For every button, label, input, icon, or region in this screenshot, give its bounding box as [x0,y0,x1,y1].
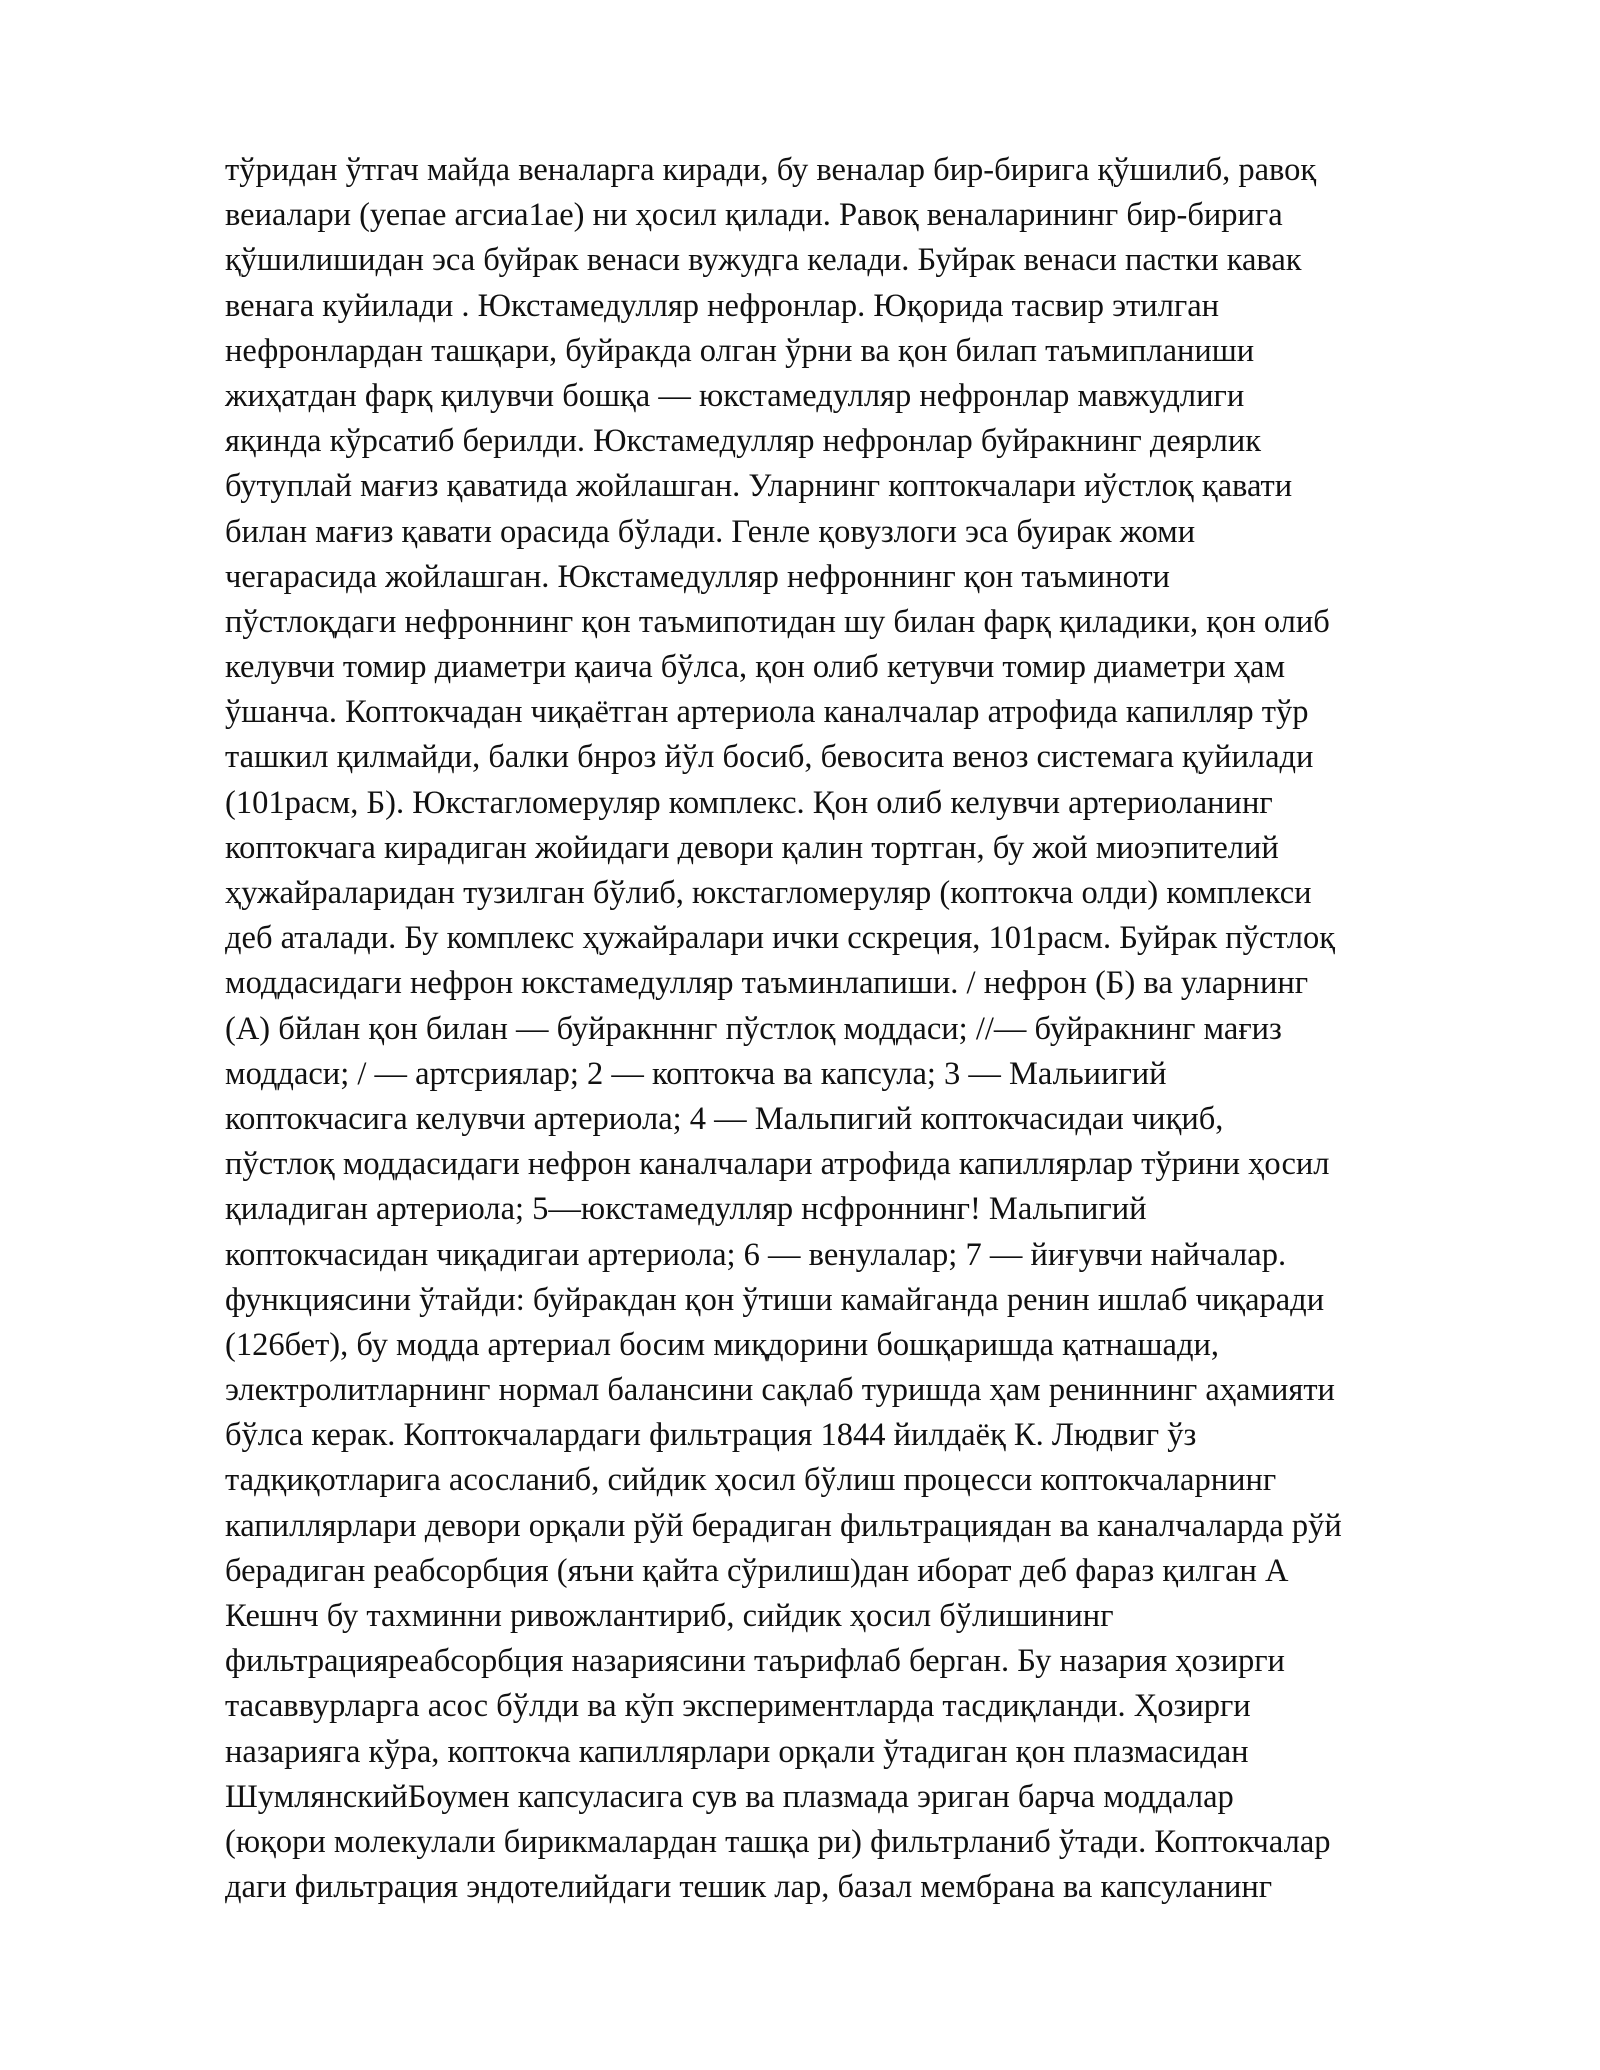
text-line: қўшилишидан эса буйрак венаси вужудга келади. Буйрак венаси пастки кавак [225,242,1302,279]
text-line: электролитларнинг нормал балансини сақлаб туришда ҳам рениннинг аҳамияти [225,1372,1335,1409]
text-line: Кешнч бу тахминни ривожлантириб, сийдик ҳосил бўлишининг [225,1598,1114,1634]
text-line: (юқори молекулали бирикмалардан ташқа ри) фильтрланиб ўтади. Коптокчалар [225,1823,1331,1860]
text-line: яқинда кўрсатиб берилди. Юкстамедулляр нефронлар буйракнинг деярлик [225,423,1262,460]
body-text [225,148,1525,1910]
text-line: коптокчасига келувчи артериола; 4 — Мальпигий коптокчасидаи чиқиб, [225,1100,1224,1137]
text-line: (101расм, Б). Юкстагломеруляр комплекс. Қон олиб келувчи артериоланинг [225,784,1273,821]
text-line: ўшанча. Коптокчадан чиқаётган артериола каналчалар атрофида капилляр тўр [225,694,1309,731]
text-line: коптокчага кирадиган жойидаги девори қалин тортган, бу жой миоэпителий [225,829,1279,866]
text-line: тўридан ўтгач майда веналарга киради, бу веналар бир-бирига қўшилиб, равоқ [225,152,1317,188]
text-line: бутуплай мағиз қаватида жойлашган. Уларнинг коптокчалари иўстлоқ қавати [225,468,1293,505]
text-line: деб аталади. Бу комплекс ҳужайралари ички сскреция, 101расм. Буйрак пўстлоқ [225,920,1335,957]
text-line: пўстлоқ моддасидаги нефрон каналчалари атрофида капиллярлар тўрини ҳосил [225,1146,1330,1183]
text-line: бўлса керак. Коптокчалардаги фильтрация 1844 йилдаёқ К. Людвиг ўз [225,1417,1197,1454]
text-line: келувчи томир диаметри қаича бўлса, қон олиб кетувчи томир диаметри ҳам [225,649,1286,686]
text-line: ШумлянскийБоумен капсуласига сув ва плазмада эриган барча моддалар [225,1778,1234,1815]
text-line: фильтрацияреабсорбция назариясини таърифлаб берган. Бу назария ҳозирги [225,1643,1285,1680]
text-line: чегарасида жойлашган. Юкстамедулляр нефроннинг қон таъминоти [225,558,1170,595]
text-line: даги фильтрация эндотелийдаги тешик лар, базал мембрана ва капсуланинг [225,1869,1273,1906]
text-line: билан мағиз қавати орасида бўлади. Генле қовузлоги эса буирак жоми [225,513,1196,550]
text-line: жиҳатдан фарқ қилувчи бошқа — юкстамедулляр нефронлар мавжудлиги [225,377,1245,414]
text-line: назарияга кўра, коптокча капиллярлари орқали ўтадиган қон плазмасидан [225,1733,1249,1770]
text-line: берадиган реабсорбция (яъни қайта сўрилиш)дан иборат деб фараз қилган А [225,1552,1289,1589]
text-line: коптокчасидан чиқадигаи артериола; 6 — венулалар; 7 — йиғувчи найчалар. [225,1236,1287,1273]
text-line: моддасидаги нефрон юкстамедулляр таъминлапиши. / нефрон (Б) ва уларнинг [225,965,1309,1002]
text-line: моддаси; / — артсриялар; 2 — коптокча ва капсула; 3 — Мальиигий [225,1055,1167,1092]
text-line: функциясини ўтайди: буйракдан қон ўтиши камайганда ренин ишлаб чиқаради [225,1281,1325,1318]
text-line: тасаввурларга асос бўлди ва кўп экспериментларда тасдиқланди. Ҳозирги [225,1688,1251,1725]
text-line: нефронлардан ташқари, буйракда олган ўрни ва қон билап таъмипланиши [225,332,1255,369]
text-line: капиллярлари девори орқали рўй берадиган фильтрациядан ва каналчаларда рўй [225,1507,1342,1544]
text-line: (126бет), бу модда артериал босим миқдорини бошқаришда қатнашади, [225,1326,1219,1363]
text-line: пўстлоқдаги нефроннинг қон таъмипотидан шу билан фарқ қиладики, қон олиб [225,603,1330,640]
text-line: қиладиган артериола; 5—юкстамедулляр нсфроннинг! Мальпигий [225,1191,1147,1228]
text-line: венага куйилади . Юкстамедулляр нефронлар. Юқорида тасвир этилган [225,287,1220,324]
text-line: веиалари (уепае агсиа1ае) ни ҳосил қилади. Равоқ веналарининг бир-бирига [225,197,1283,234]
text-line: тадқиқотларига асосланиб, сийдик ҳосил бўлиш процесси коптокчаларнинг [225,1462,1277,1499]
text-line: ҳужайраларидан тузилган бўлиб, юкстагломеруляр (коптокча олди) комплекси [225,875,1312,911]
text-line: ташкил қилмайди, балки бнроз йўл босиб, бевосита веноз системага қуйилади [225,739,1314,776]
text-line: (А) бйлан қон билан — буйракнннг пўстлоқ моддаси; //— буйракнинг мағиз [225,1010,1282,1047]
